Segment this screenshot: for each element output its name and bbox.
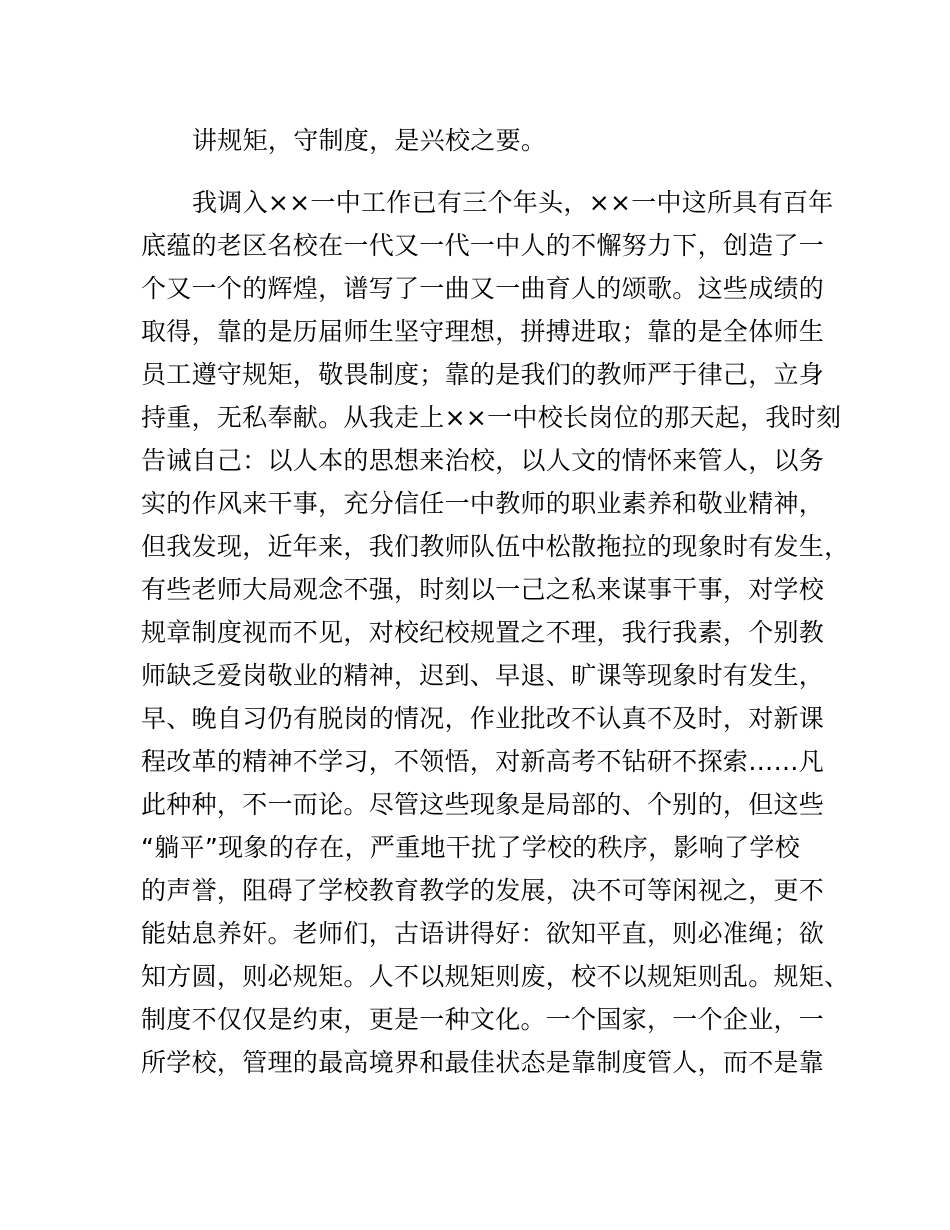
paragraph-line: 此种种，不一而论。尽管这些现象是局部的、个别的，但这些 (141, 790, 825, 819)
paragraph-line: 的声誉，阻碍了学校教育教学的发展，决不可等闲视之，更不 (141, 876, 825, 905)
paragraph-line: 个又一个的辉煌，谱写了一曲又一曲育人的颂歌。这些成绩的 (141, 274, 825, 303)
paragraph-line: 但我发现，近年来，我们教师队伍中松散拖拉的现象时有发生， (141, 532, 850, 561)
paragraph-line: 员工遵守规矩，敬畏制度；靠的是我们的教师严于律己，立身 (141, 360, 825, 389)
paragraph-line: 能姑息养奸。老师们，古语讲得好：欲知平直，则必准绳；欲 (141, 919, 825, 948)
paragraph-line: 所学校，管理的最高境界和最佳状态是靠制度管人，而不是靠 (141, 1048, 825, 1077)
paragraph-line: 制度不仅仅是约束，更是一种文化。一个国家，一个企业，一 (141, 1005, 825, 1034)
paragraph-line: 程改革的精神不学习，不领悟，对新高考不钻研不探索……凡 (141, 747, 825, 776)
paragraph-line: 早、晚自习仍有脱岗的情况，作业批改不认真不及时，对新课 (141, 704, 825, 733)
paragraph-line: 我调入××一中工作已有三个年头，××一中这所具有百年 (192, 188, 834, 217)
paragraph-line: 底蕴的老区名校在一代又一代一中人的不懈努力下，创造了一 (141, 231, 825, 260)
paragraph-line: 规章制度视而不见，对校纪校规置之不理，我行我素，个别教 (141, 618, 825, 647)
paragraph-line: 持重，无私奉献。从我走上××一中校长岗位的那天起，我时刻 (141, 403, 842, 432)
paragraph-line: 实的作风来干事，充分信任一中教师的职业素养和敬业精神， (141, 489, 825, 518)
paragraph-line: “躺平”现象的存在，严重地干扰了学校的秩序，影响了学校 (141, 833, 801, 862)
section-heading-line: 讲规矩，守制度，是兴校之要。 (192, 126, 547, 155)
paragraph-line: 师缺乏爱岗敬业的精神，迟到、早退、旷课等现象时有发生， (141, 661, 825, 690)
paragraph-line: 知方圆，则必规矩。人不以规矩则废，校不以规矩则乱。规矩、 (141, 962, 850, 991)
paragraph-line: 取得，靠的是历届师生坚守理想，拼搏进取；靠的是全体师生 (141, 317, 825, 346)
paragraph-line: 有些老师大局观念不强，时刻以一己之私来谋事干事，对学校 (141, 575, 825, 604)
paragraph-line: 告诫自己：以人本的思想来治校，以人文的情怀来管人，以务 (141, 446, 825, 475)
